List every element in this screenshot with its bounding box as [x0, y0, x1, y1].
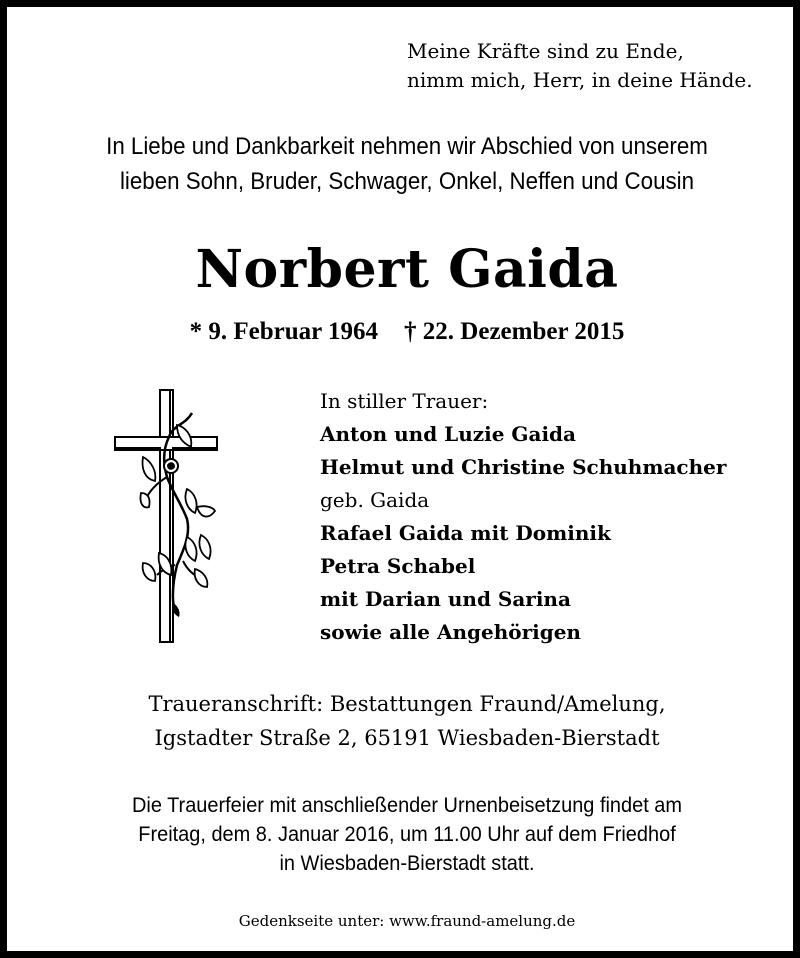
mourners-list: [320, 385, 726, 649]
mourner-entry: geb. Gaida: [320, 488, 430, 512]
intro-line: In Liebe und Dankbarkeit nehmen wir Abschied von unserem: [106, 133, 708, 160]
birth-date: * 9. Februar 1964: [189, 318, 379, 345]
address-line: Traueranschrift: Bestattungen Fraund/Amelung,: [148, 692, 666, 716]
mourner-entry: sowie alle Angehörigen: [320, 620, 581, 644]
funeral-service-info: [27, 791, 787, 878]
mourner-entry: Rafael Gaida mit Dominik: [320, 521, 611, 545]
mourners-heading: In stiller Trauer:: [320, 389, 489, 413]
intro-line: lieben Sohn, Bruder, Schwager, Onkel, Neffen und Cousin: [119, 168, 695, 195]
mourner-entry: Helmut und Christine Schuhmacher: [320, 455, 727, 479]
deceased-name: Norbert Gaida: [195, 239, 619, 300]
cross-with-rose-vine-icon: [107, 385, 227, 647]
intro-text: [35, 129, 779, 199]
motto-line: Meine Kräfte sind zu Ende,: [407, 39, 684, 63]
memorial-page-link[interactable]: Gedenkseite unter: www.fraund-amelung.de: [238, 912, 576, 930]
mourner-entry: Anton und Luzie Gaida: [320, 422, 576, 446]
address-line: Igstadter Straße 2, 65191 Wiesbaden-Bierstadt: [154, 726, 660, 750]
mourning-address: [7, 687, 800, 755]
motto-verse: [407, 37, 753, 95]
motto-line: nimm mich, Herr, in deine Hände.: [407, 68, 753, 92]
service-line: in Wiesbaden-Bierstadt statt.: [279, 852, 535, 875]
mourner-entry: mit Darian und Sarina: [320, 587, 571, 611]
service-line: Freitag, dem 8. Januar 2016, um 11.00 Uhr auf dem Friedhof: [138, 823, 676, 846]
mourner-entry: Petra Schabel: [320, 554, 476, 578]
death-date: † 22. Dezember 2015: [404, 318, 625, 345]
service-line: Die Trauerfeier mit anschließender Urnenbeisetzung findet am: [131, 794, 683, 817]
life-dates: [7, 316, 800, 348]
